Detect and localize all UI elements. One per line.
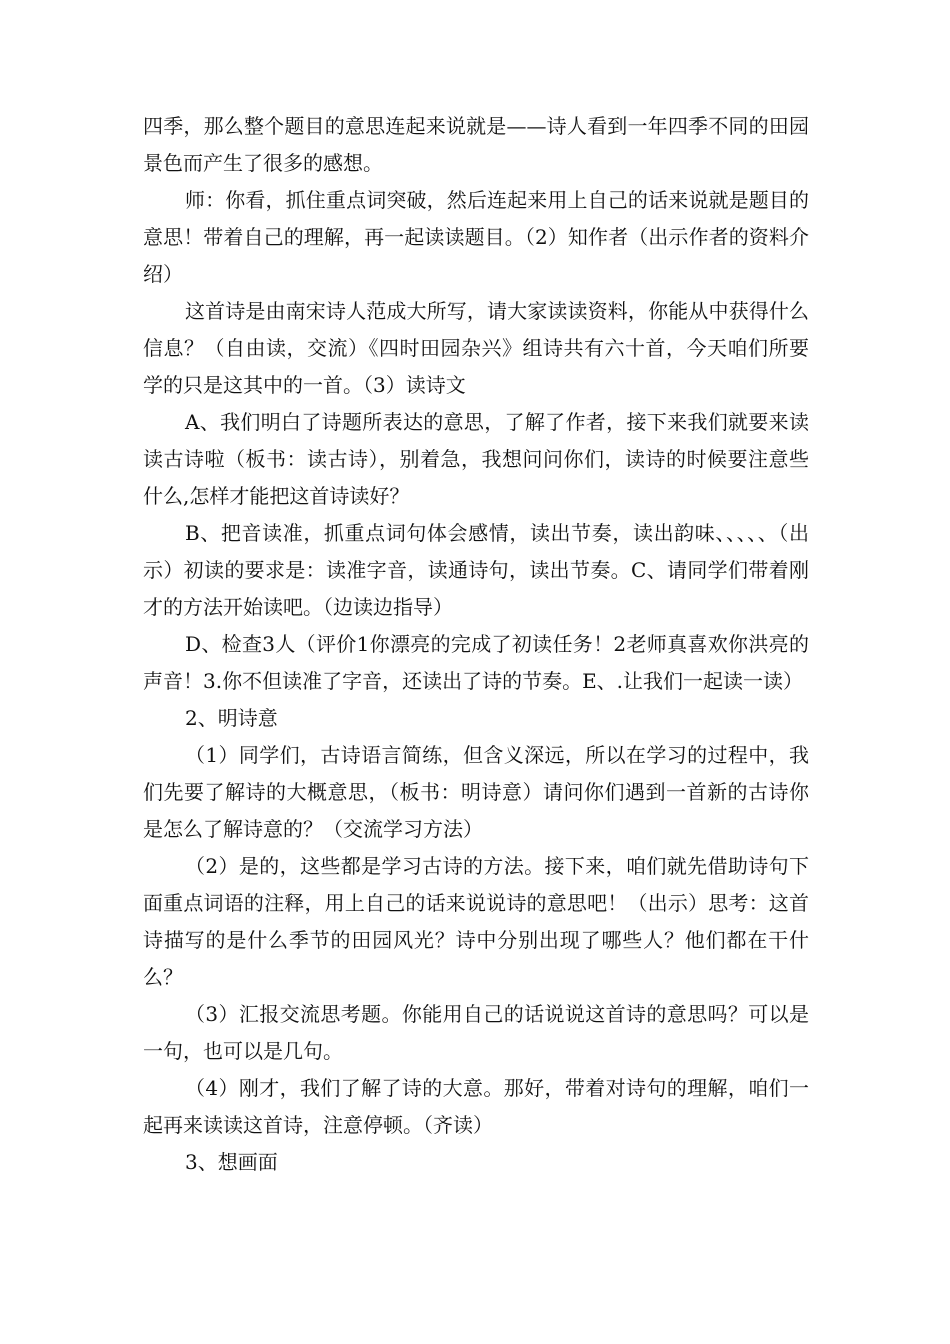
paragraph-step-d: D、检查3人（评价1你漂亮的完成了初读任务！2老师真喜欢你洪亮的声音！3.你不但读准了字音，还读出了诗的节奏。E、.让我们一起读一读） <box>143 632 809 693</box>
paragraph-item-3: （3）汇报交流思考题。你能用自己的话说说这首诗的意思吗？可以是一句，也可以是几句。 <box>143 1002 809 1063</box>
paragraph-continuation: 四季，那么整个题目的意思连起来说就是——诗人看到一年四季不同的田园景色而产生了很多的感想。 <box>143 114 809 175</box>
document-page <box>143 108 809 1181</box>
paragraph-teacher-remark: 师：你看，抓住重点词突破，然后连起来用上自己的话来说就是题目的意思！带着自己的理解，再一起读读题目。（2）知作者（出示作者的资料介绍） <box>143 188 809 286</box>
paragraph-step-b: B、把音读准，抓重点词句体会感情，读出节奏，读出韵味、、、、、（出示）初读的要求是：读准字音，读通诗句，读出节奏。C、请同学们带着刚才的方法开始读吧。（边读边指导） <box>143 521 809 619</box>
section-heading-2: 2、明诗意 <box>185 706 278 730</box>
paragraph-item-2: （2）是的，这些都是学习古诗的方法。接下来，咱们就先借助诗句下面重点词语的注释，用上自己的话来说说诗的意思吧！（出示）思考：这首诗描写的是什么季节的田园风光？诗中分别出现了哪些人？他们都在干什么？ <box>143 854 809 989</box>
paragraph-step-a: A、我们明白了诗题所表达的意思，了解了作者，接下来我们就要来读读古诗啦（板书：读古诗），别着急，我想问问你们，读诗的时候要注意些什么,怎样才能把这首诗读好？ <box>143 410 809 508</box>
paragraph-item-4: （4）刚才，我们了解了诗的大意。那好，带着对诗句的理解，咱们一起再来读读这首诗，注意停顿。（齐读） <box>143 1076 809 1137</box>
paragraph-author-info: 这首诗是由南宋诗人范成大所写，请大家读读资料，你能从中获得什么信息？（自由读，交流）《四时田园杂兴》组诗共有六十首，今天咱们所要学的只是这其中的一首。（3）读诗文 <box>143 299 809 397</box>
paragraph-item-1: （1）同学们，古诗语言简练，但含义深远，所以在学习的过程中，我们先要了解诗的大概意思，（板书：明诗意）请问你们遇到一首新的古诗你是怎么了解诗意的？（交流学习方法） <box>143 743 809 841</box>
section-heading-3: 3、想画面 <box>185 1150 278 1174</box>
